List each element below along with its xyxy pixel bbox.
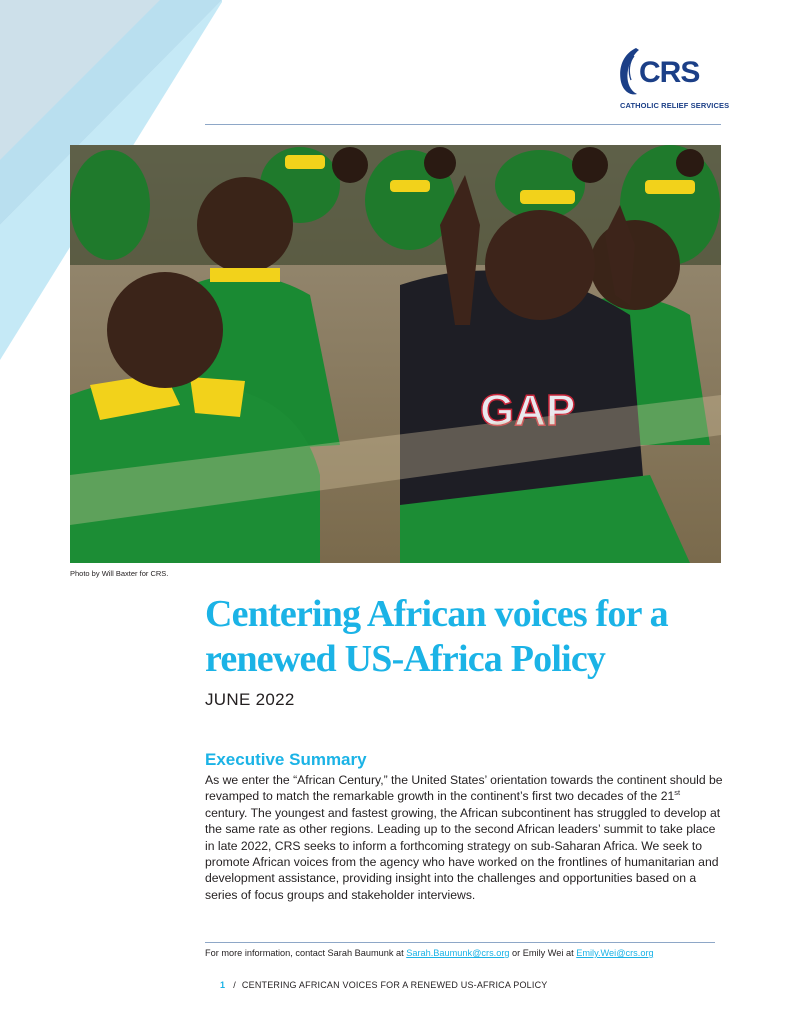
- executive-summary-body: [205, 772, 725, 903]
- document-title: Centering African voices for a renewed US-Africa Policy: [205, 593, 668, 680]
- logo-wordmark: CRS: [639, 56, 700, 89]
- email-link-emily[interactable]: Emily.Wei@crs.org: [576, 948, 654, 958]
- publication-date: JUNE 2022: [205, 690, 295, 709]
- page-footer: [220, 980, 547, 990]
- running-title: CENTERING AFRICAN VOICES FOR A RENEWED US-AFRICA POLICY: [241, 980, 548, 990]
- contact-divider: [205, 942, 715, 943]
- summary-superscript: st: [674, 788, 681, 798]
- cover-photo: [70, 145, 721, 563]
- header-divider: [205, 124, 721, 125]
- footer-separator: /: [233, 980, 236, 990]
- summary-text-part1: As we enter the “African Century,” the United States’ orientation towards the continent should be revamped to match the remarkable growth in the continent’s first two decades of the 21: [205, 773, 723, 804]
- contact-line: [205, 948, 654, 958]
- summary-text-part2: century. The youngest and fastest growing, the African subcontinent has struggled to develop at the same rate as other regions. Leading up to the second African leaders’ summit to take place in late 2022, CRS seeks to inform a forthcoming strategy on sub-Saharan Africa. We seek to promote African voices from the agency who have worked on the frontlines of humanitarian and development assistance, providing insight into the challenges and opportunities based on a series of focus groups and stakeholder interviews.: [205, 805, 721, 902]
- crs-logo: [617, 44, 730, 116]
- contact-prefix: For more information, contact Sarah Baumunk at: [205, 948, 407, 958]
- email-link-sarah[interactable]: Sarah.Baumunk@crs.org: [406, 948, 510, 958]
- page-number: 1: [220, 980, 226, 990]
- contact-middle: or Emily Wei at: [509, 948, 577, 958]
- logo-subtitle: CATHOLIC RELIEF SERVICES: [620, 101, 730, 110]
- photo-credit: Photo by Will Baxter for CRS.: [70, 569, 169, 578]
- svg-text:GAP: GAP: [480, 386, 576, 435]
- executive-summary-heading: Executive Summary: [205, 750, 367, 769]
- cover-photo-illustration: [70, 145, 721, 563]
